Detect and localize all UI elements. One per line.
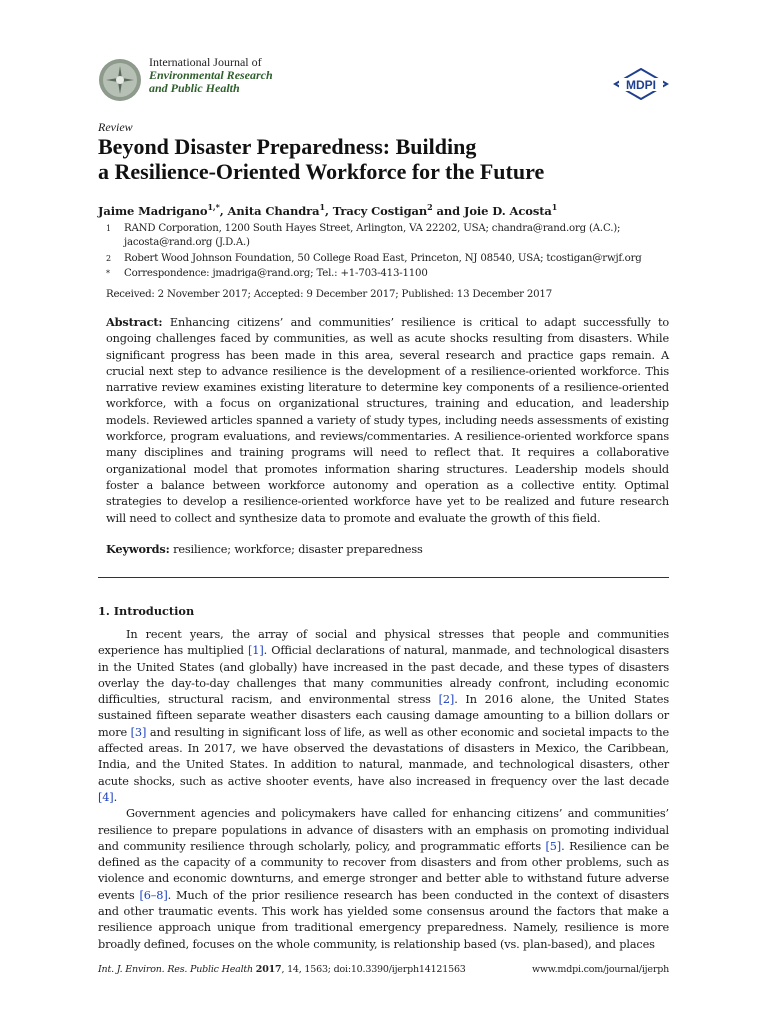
- author-affil-mark: 2: [427, 202, 433, 212]
- section-body: [98, 627, 669, 953]
- correspondence-line: Correspondence: jmadriga@rand.org; Tel.: +1-703-413-1100: [124, 268, 428, 279]
- author-name: Joie D. Acosta: [463, 203, 552, 218]
- journal-name: [149, 56, 273, 95]
- keywords-text: resilience; workforce; disaster preparedness: [173, 543, 423, 556]
- paragraph-text: In recent years, the array of social and physical stresses that people and communities experience has multiplied: [98, 628, 669, 658]
- paragraph: [98, 806, 669, 953]
- affiliation-mark: *: [106, 269, 110, 278]
- journal-name-line2: Environmental Research: [149, 68, 273, 82]
- keywords: [106, 542, 423, 556]
- mdpi-logo-icon: [613, 68, 669, 100]
- footer-volume-doi: , 14, 1563; doi:10.3390/ijerph14121563: [281, 964, 466, 975]
- citation-link[interactable]: [4]: [98, 790, 114, 804]
- affiliation-mark: 1: [106, 224, 111, 233]
- journal-name-line1: International Journal of: [149, 55, 262, 69]
- paragraph-text: . Much of the prior resilience research has been conducted in the context of disasters and other traumatic events. This work has yielded some consensus around the factors that make a resilience approach unique from traditional emergency preparedness. Namely, resilience is more broadly defined, focuses on the whole community, is relationship based (vs. plan-based), and places: [98, 888, 669, 951]
- author-name: Anita Chandra: [227, 203, 320, 218]
- author-affil-mark: 1,*: [207, 202, 220, 212]
- citation-link[interactable]: [2]: [438, 693, 455, 707]
- author-separator: ,: [324, 203, 333, 218]
- journal-logo-icon: [98, 58, 142, 102]
- author-affil-mark: 1: [319, 202, 325, 212]
- author-conjunction: and: [432, 203, 464, 218]
- paragraph-text: . In 2016 alone, the United States sustained fifteen separate weather disasters each causing damage amounting to a billion dollars or more: [98, 693, 669, 739]
- article-type: Review: [98, 120, 133, 134]
- citation-link[interactable]: [5]: [545, 839, 562, 853]
- citation-link[interactable]: [3]: [130, 725, 147, 739]
- author-name: Jaime Madrigano: [98, 203, 208, 218]
- citation-link[interactable]: [6–8]: [139, 888, 168, 902]
- affiliation-mark: 2: [106, 254, 111, 263]
- abstract: [106, 314, 669, 527]
- paragraph-text: .: [113, 790, 118, 804]
- author-name: Tracy Costigan: [332, 203, 428, 218]
- author-separator: ,: [219, 203, 228, 218]
- paragraph-text: Government agencies and policymakers have called for enhancing citizens’ and communities’ resilience to prepare populations in advance of disasters with an emphasis on promoting individual and community resilience through scholarly, policy, and programmatic efforts: [98, 807, 669, 853]
- footer-citation: [98, 964, 466, 975]
- paragraph: [98, 627, 669, 806]
- footer-journal-abbrev: Int. J. Environ. Res. Public Health: [98, 964, 253, 975]
- keywords-label: Keywords:: [106, 542, 170, 556]
- footer-journal-url[interactable]: www.mdpi.com/journal/ijerph: [531, 964, 669, 975]
- section-heading: 1. Introduction: [98, 604, 195, 618]
- title-line1: Beyond Disaster Preparedness: Building: [98, 134, 477, 159]
- divider: [98, 577, 669, 578]
- journal-name-line3: and Public Health: [149, 81, 240, 95]
- footer-year: 2017: [255, 964, 282, 975]
- abstract-text: Enhancing citizens’ and communities’ resilience is critical to adapt successfully to ongoing challenges faced by communities, as well as acute shocks resulting from disasters. While significant progress has been made in this area, several research and practice gaps remain. A crucial next step to advance resilience is the development of a resilience-oriented workforce. This narrative review examines existing literature to determine key components of a resilience-oriented workforce, with a focus on organizational structures, training and education, and leadership models. Reviewed articles spanned a variety of study types, including needs assessments of existing workforce, program evaluations, and reviews/commentaries. A resilience-oriented workforce spans many disciplines and training programs will need to reflect that. It requires a collaborative organizational model that promotes information sharing structures. Leadership models should foster a balance between workforce autonomy and operation as a collective entity. Optimal strategies to develop a resilience-oriented workforce have yet to be realized and future research will need to collect and synthesize data to promote and evaluate the growth of this field.: [106, 316, 669, 525]
- abstract-label: Abstract:: [106, 315, 163, 329]
- paragraph-text: . Official declarations of natural, manmade, and technological disasters in the United States (and globally) have increased in the past decade, and these types of disasters overlay the day-to-day challenges that many communities already confront, including economic difficulties, structural racism, and environmental stress: [98, 644, 669, 707]
- affiliation-line: RAND Corporation, 1200 South Hayes Street, Arlington, VA 22202, USA; chandra@rand.org (A.C.);: [124, 223, 621, 234]
- mdpi-logo-text: MDPI: [626, 78, 656, 92]
- paragraph-text: and resulting in significant loss of life, as well as other economic and societal impacts to the affected areas. In 2017, we have observed the devastations of disasters in Mexico, the Caribbean, India, and the United States. In addition to natural, manmade, and technological disasters, other acute shocks, such as active shooter events, have also increased in frequency over the last decade: [98, 725, 669, 788]
- citation-link[interactable]: [1]: [248, 644, 264, 658]
- author-affil-mark: 1: [551, 202, 558, 212]
- affiliation-line: jacosta@rand.org (J.D.A.): [124, 237, 250, 248]
- article-title: [98, 134, 678, 184]
- paragraph-text: . Resilience can be defined as the capacity of a community to recover from disasters and from other problems, such as violence and economic downturns, and emerge stronger and better able to withstand future adverse events: [98, 839, 669, 902]
- title-line2: a Resilience-Oriented Workforce for the Future: [98, 159, 545, 184]
- author-list: [98, 202, 557, 218]
- publication-dates: Received: 2 November 2017; Accepted: 9 December 2017; Published: 13 December 2017: [106, 289, 552, 300]
- affiliation-line: Robert Wood Johnson Foundation, 50 College Road East, Princeton, NJ 08540, USA; tcostigan@rwjf.org: [124, 253, 642, 264]
